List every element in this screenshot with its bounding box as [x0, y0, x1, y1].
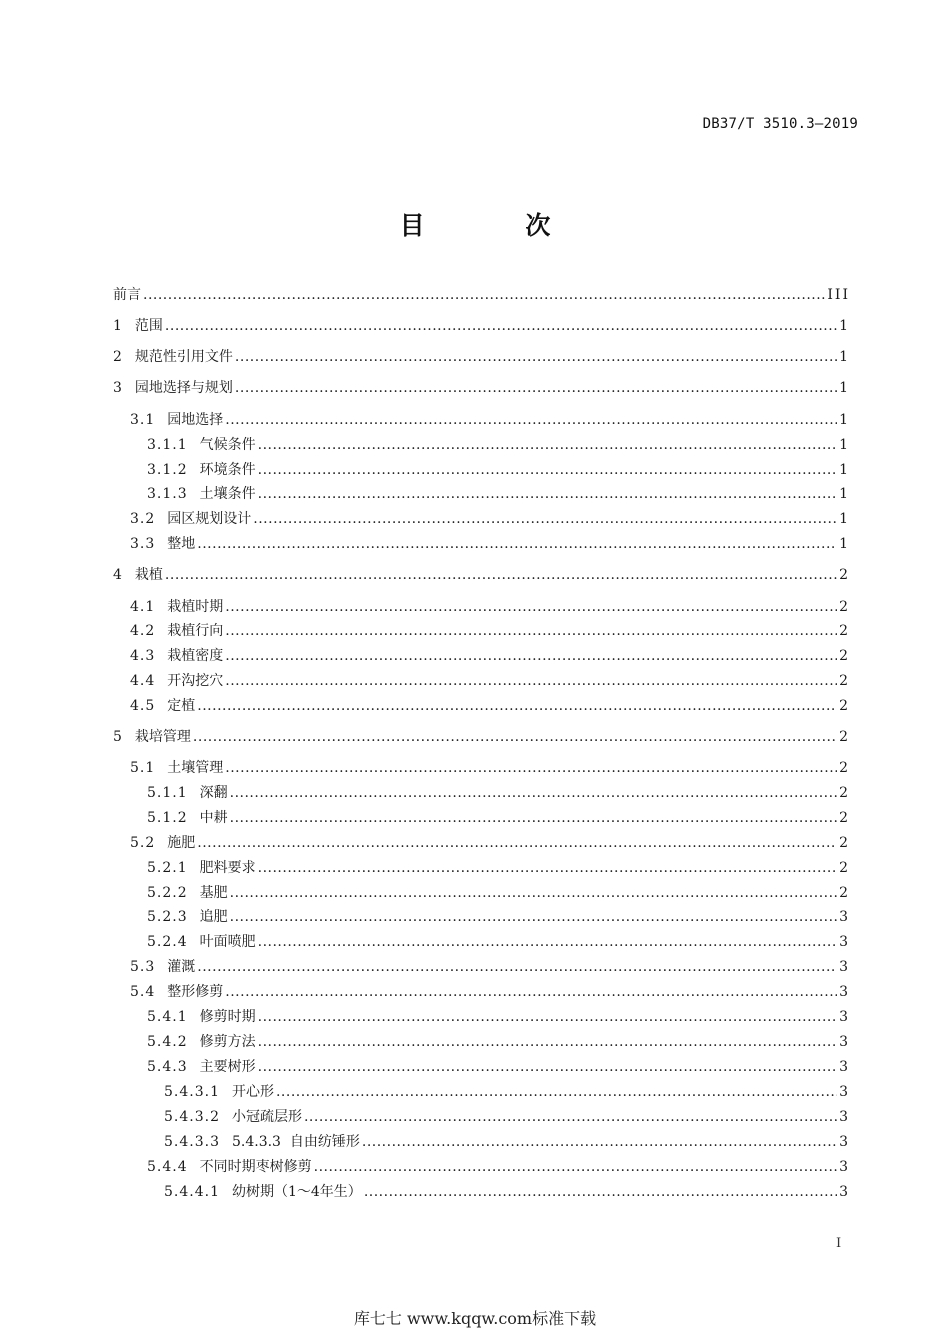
- toc-entry-title: 主要树形: [199, 1059, 256, 1075]
- toc-entry-number: 5.3: [130, 959, 156, 975]
- toc-entry-title: 施肥: [167, 835, 196, 851]
- toc-entry[interactable]: [164, 1107, 850, 1127]
- toc-entry[interactable]: [113, 285, 850, 305]
- toc-entry-number: 5.4: [130, 984, 156, 1000]
- toc-entry-page: 3: [839, 1134, 850, 1150]
- toc-entry[interactable]: [130, 982, 850, 1002]
- toc-leader-dots: [165, 316, 837, 336]
- toc-leader-dots: [225, 671, 837, 691]
- toc-entry-page: 1: [839, 511, 850, 527]
- toc-entry-number: 5.2.3: [147, 909, 188, 925]
- toc-entry-page: 3: [839, 1184, 850, 1200]
- toc-entry-number: 3.2: [130, 511, 156, 527]
- toc-entry-page: 2: [839, 785, 850, 801]
- toc-entry-number: 5.1: [130, 760, 156, 776]
- toc-leader-dots: [143, 285, 825, 305]
- toc-entry-title: 栽植: [134, 567, 163, 583]
- toc-entry[interactable]: [113, 378, 850, 398]
- toc-entry-title: 栽植密度: [167, 648, 224, 664]
- toc-leader-dots: [258, 484, 837, 504]
- toc-leader-dots: [235, 378, 837, 398]
- toc-entry-page: 2: [839, 567, 850, 583]
- toc-entry[interactable]: [147, 1057, 850, 1077]
- toc-entry-title: 规范性引用文件: [134, 349, 233, 365]
- toc-leader-dots: [225, 982, 837, 1002]
- toc-entry-title: 5.4.3.3 自由纺锤形: [231, 1134, 360, 1150]
- toc-leader-dots: [258, 435, 837, 455]
- toc-entry[interactable]: [147, 808, 850, 828]
- toc-entry[interactable]: [130, 671, 850, 691]
- toc-entry-page: 1: [839, 437, 850, 453]
- toc-entry[interactable]: [113, 316, 850, 336]
- toc-entry-number: 1: [113, 318, 123, 334]
- toc-entry-title: 追肥: [199, 909, 228, 925]
- toc-leader-dots: [230, 883, 837, 903]
- toc-entry-number: 5.4.3.3: [164, 1134, 220, 1150]
- toc-entry-number: 4.3: [130, 648, 156, 664]
- toc-entry-number: 5.2.4: [147, 934, 188, 950]
- toc-entry-number: 4.5: [130, 698, 156, 714]
- toc-entry-title: 中耕: [199, 810, 228, 826]
- toc-entry[interactable]: [164, 1182, 850, 1202]
- toc-entry[interactable]: [147, 883, 850, 903]
- toc-entry-page: 2: [839, 729, 850, 745]
- toc-entry-page: 2: [839, 698, 850, 714]
- toc-entry[interactable]: [147, 907, 850, 927]
- toc-entry[interactable]: [147, 1007, 850, 1027]
- toc-entry-title: 园地选择: [167, 412, 224, 428]
- toc-entry-number: 3.1.3: [147, 486, 188, 502]
- toc-entry-page: 3: [839, 1159, 850, 1175]
- page-number: I: [836, 1236, 842, 1251]
- toc-entry[interactable]: [147, 783, 850, 803]
- toc-entry-title: 土壤管理: [167, 760, 224, 776]
- footer-watermark: 库七七 www.kqqw.com标准下载: [353, 1309, 597, 1328]
- toc-entry-title: 栽植时期: [167, 599, 224, 615]
- toc-entry-page: 3: [839, 1084, 850, 1100]
- toc-entry-title: 不同时期枣树修剪: [199, 1159, 312, 1175]
- toc-entry-number: 5.1.2: [147, 810, 188, 826]
- toc-entry-number: 4.2: [130, 623, 156, 639]
- toc-entry-number: 5.4.4.1: [164, 1184, 220, 1200]
- toc-entry-page: 3: [839, 959, 850, 975]
- toc-entry-page: III: [827, 287, 850, 303]
- toc-entry-title: 修剪方法: [199, 1034, 256, 1050]
- toc-entry-title: 范围: [134, 318, 163, 334]
- toc-entry-page: 2: [839, 648, 850, 664]
- toc-entry-title: 深翻: [199, 785, 228, 801]
- toc-leader-dots: [258, 1032, 837, 1052]
- toc-entry[interactable]: [130, 957, 850, 977]
- toc-entry-page: 1: [839, 536, 850, 552]
- toc-entry-page: 3: [839, 1034, 850, 1050]
- toc-entry-title: 开心形: [231, 1084, 274, 1100]
- toc-entry[interactable]: [147, 858, 850, 878]
- toc-entry[interactable]: [130, 410, 850, 430]
- toc-entry[interactable]: [147, 1157, 850, 1177]
- toc-leader-dots: [276, 1082, 837, 1102]
- toc-entry-title: 栽植行向: [167, 623, 224, 639]
- toc-entry-page: 3: [839, 1059, 850, 1075]
- toc-entry[interactable]: [130, 509, 850, 529]
- toc-entry-page: 2: [839, 599, 850, 615]
- toc-entry-page: 3: [839, 934, 850, 950]
- toc-leader-dots: [235, 347, 837, 367]
- toc-leader-dots: [197, 534, 837, 554]
- toc-entry-number: 4: [113, 567, 123, 583]
- toc-entry-title: 整形修剪: [167, 984, 224, 1000]
- toc-leader-dots: [258, 1007, 837, 1027]
- toc-entry-page: 2: [839, 885, 850, 901]
- toc-leader-dots: [258, 1057, 837, 1077]
- toc-entry-page: 1: [839, 412, 850, 428]
- toc-leader-dots: [258, 932, 837, 952]
- toc-entry-number: 5.4.3.1: [164, 1084, 220, 1100]
- toc-entry[interactable]: [130, 646, 850, 666]
- toc-leader-dots: [225, 646, 837, 666]
- toc-entry-title: 小冠疏层形: [231, 1109, 302, 1125]
- toc-entry-number: 5.1.1: [147, 785, 188, 801]
- toc-entry-title: 幼树期（1～4年生）: [231, 1184, 362, 1200]
- toc-leader-dots: [197, 696, 837, 716]
- toc-entry-page: 2: [839, 673, 850, 689]
- toc-leader-dots: [225, 410, 837, 430]
- toc-entry-title: 土壤条件: [199, 486, 256, 502]
- toc-entry-title: 栽培管理: [134, 729, 191, 745]
- toc-entry[interactable]: [147, 460, 850, 480]
- toc-entry-number: 5.2.1: [147, 860, 188, 876]
- toc-leader-dots: [197, 833, 837, 853]
- toc-entry-title: 修剪时期: [199, 1009, 256, 1025]
- toc-leader-dots: [225, 597, 837, 617]
- toc-entry[interactable]: [113, 347, 850, 367]
- toc-entry[interactable]: [130, 696, 850, 716]
- toc-leader-dots: [230, 808, 837, 828]
- toc-leader-dots: [314, 1157, 837, 1177]
- toc-entry-number: 5.4.1: [147, 1009, 188, 1025]
- toc-entry[interactable]: [164, 1132, 850, 1152]
- toc-entry[interactable]: [113, 565, 850, 585]
- toc-leader-dots: [304, 1107, 837, 1127]
- toc-entry[interactable]: [130, 833, 850, 853]
- toc-entry-title: 园区规划设计: [167, 511, 252, 527]
- toc-entry-page: 2: [839, 835, 850, 851]
- document-code: DB37/T 3510.3—2019: [702, 116, 858, 132]
- toc-leader-dots: [230, 907, 837, 927]
- toc-leader-dots: [197, 957, 837, 977]
- toc-entry-number: 4.4: [130, 673, 156, 689]
- toc-entry[interactable]: [147, 435, 850, 455]
- toc-leader-dots: [364, 1182, 837, 1202]
- toc-entry-number: 5.4.3.2: [164, 1109, 220, 1125]
- toc-entry[interactable]: [130, 758, 850, 778]
- toc-entry-title: 前言: [113, 287, 141, 303]
- toc-entry-number: 3: [113, 380, 123, 396]
- toc-entry-title: 气候条件: [199, 437, 256, 453]
- toc-leader-dots: [225, 621, 837, 641]
- toc-entry-title: 开沟挖穴: [167, 673, 224, 689]
- toc-entry-page: 1: [839, 462, 850, 478]
- toc-entry-number: 3.1: [130, 412, 156, 428]
- toc-entry[interactable]: [147, 932, 850, 952]
- toc-entry-title: 灌溉: [167, 959, 196, 975]
- toc-entry-number: 5.4.2: [147, 1034, 188, 1050]
- page-title: 目 次: [399, 211, 597, 240]
- toc-leader-dots: [253, 509, 837, 529]
- toc-entry-number: 3.1.2: [147, 462, 188, 478]
- toc-entry-page: 1: [839, 380, 850, 396]
- toc-entry[interactable]: [130, 621, 850, 641]
- toc-entry-title: 基肥: [199, 885, 228, 901]
- toc-entry-page: 1: [839, 318, 850, 334]
- toc-entry[interactable]: [147, 1032, 850, 1052]
- toc-entry-page: 3: [839, 1009, 850, 1025]
- toc-leader-dots: [258, 460, 837, 480]
- toc-entry-number: 5.2: [130, 835, 156, 851]
- toc-entry-page: 2: [839, 760, 850, 776]
- toc-leader-dots: [225, 758, 837, 778]
- toc-entry-number: 3.1.1: [147, 437, 188, 453]
- toc-entry-page: 3: [839, 984, 850, 1000]
- toc-entry-page: 3: [839, 1109, 850, 1125]
- toc-entry-page: 2: [839, 810, 850, 826]
- toc-entry[interactable]: [147, 484, 850, 504]
- toc-leader-dots: [165, 565, 837, 585]
- toc-entry-number: 5: [113, 729, 123, 745]
- toc-entry-title: 整地: [167, 536, 196, 552]
- toc-entry-page: 2: [839, 860, 850, 876]
- toc-entry-page: 1: [839, 349, 850, 365]
- toc-entry[interactable]: [113, 727, 850, 747]
- toc-entry[interactable]: [130, 597, 850, 617]
- toc-leader-dots: [258, 858, 837, 878]
- toc-entry-page: 3: [839, 909, 850, 925]
- toc-entry-title: 肥料要求: [199, 860, 256, 876]
- toc-leader-dots: [193, 727, 837, 747]
- toc-entry-number: 2: [113, 349, 123, 365]
- toc-entry-number: 3.3: [130, 536, 156, 552]
- toc-entry-title: 环境条件: [199, 462, 256, 478]
- toc-leader-dots: [362, 1132, 837, 1152]
- toc-entry-number: 4.1: [130, 599, 156, 615]
- toc-entry-title: 定植: [167, 698, 196, 714]
- toc-entry-title: 叶面喷肥: [199, 934, 256, 950]
- toc-entry[interactable]: [130, 534, 850, 554]
- toc-entry[interactable]: [164, 1082, 850, 1102]
- toc-entry-number: 5.2.2: [147, 885, 188, 901]
- toc-entry-page: 2: [839, 623, 850, 639]
- toc-entry-page: 1: [839, 486, 850, 502]
- toc-entry-number: 5.4.3: [147, 1059, 188, 1075]
- toc-leader-dots: [230, 783, 837, 803]
- toc-entry-number: 5.4.4: [147, 1159, 188, 1175]
- toc-entry-title: 园地选择与规划: [134, 380, 233, 396]
